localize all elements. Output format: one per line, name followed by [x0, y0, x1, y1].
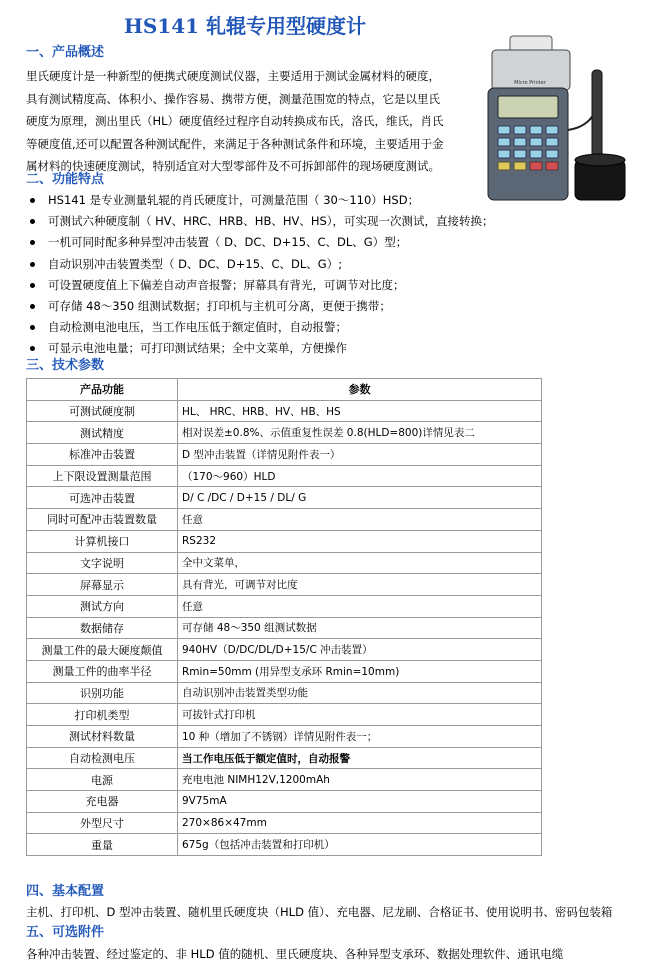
spec-function-cell: 可测试硬度制	[27, 400, 178, 422]
spec-function-cell: 测量工件的曲率半径	[27, 660, 178, 682]
spec-value-cell: 9V75mA	[178, 791, 542, 813]
spec-value-cell: 270×86×47mm	[178, 812, 542, 834]
overview-line: 等硬度值,还可以配置各种测试配件，来满足于各种测试条件和环境，主要适用于金	[26, 136, 444, 151]
list-item	[26, 211, 626, 232]
spec-value-cell: 充电电池 NIMH12V,1200mAh	[178, 769, 542, 791]
spec-function-cell: 电源	[27, 769, 178, 791]
table-row	[27, 487, 542, 509]
spec-function-cell: 自动检测电压	[27, 747, 178, 769]
section-heading-overview: 一、产品概述	[26, 45, 105, 60]
table-row	[27, 574, 542, 596]
spec-value-cell: 全中文菜单，	[178, 552, 542, 574]
spec-function-cell: 测试材料数量	[27, 726, 178, 748]
spec-value-cell: 具有背光，可调节对比度	[178, 574, 542, 596]
bullet-icon	[30, 325, 35, 330]
table-header-row	[27, 379, 542, 401]
list-item	[26, 190, 626, 211]
section-heading-features: 二、功能特点	[26, 172, 105, 187]
spec-function-cell: 外型尺寸	[27, 812, 178, 834]
spec-function-cell: 同时可配冲击装置数量	[27, 509, 178, 531]
optional-text: 各种冲击装置、经过鉴定的、非 HLD 值的随机、里氏硬度块、各种异型支承环、数据处理软件、通讯电缆	[26, 947, 564, 961]
spec-value-cell: 可拔针式打印机	[178, 704, 542, 726]
feature-text: 可存储 48～350 组测试数据；打印机与主机可分离，更便于携带；	[48, 299, 391, 314]
spec-value-cell: 任意	[178, 509, 542, 531]
table-row	[27, 595, 542, 617]
bullet-icon	[30, 219, 35, 224]
spec-value-cell: HL、 HRC、HRB、HV、HB、HS	[178, 400, 542, 422]
feature-text: 可设置硬度值上下偏差自动声音报警；屏幕具有背光，可调节对比度；	[48, 277, 405, 292]
page-title: HS141 轧辊专用型硬度计	[123, 14, 367, 38]
table-row	[27, 682, 542, 704]
bullet-icon	[30, 283, 35, 288]
feature-text: 自动识别冲击装置类型（ D、DC、D+15、C、DL、G）;	[48, 256, 343, 271]
table-row	[27, 530, 542, 552]
feature-text: 自动检测电池电压，当工作电压低于额定值时，自动报警；	[48, 320, 347, 335]
overview-paragraph	[26, 65, 466, 178]
column-header-function: 产品功能	[27, 379, 178, 401]
spec-function-cell: 标准冲击装置	[27, 444, 178, 466]
list-item	[26, 254, 626, 275]
spec-function-cell: 测试方向	[27, 595, 178, 617]
bullet-icon	[30, 198, 35, 203]
hardness-tester-image	[480, 30, 640, 210]
table-row	[27, 465, 542, 487]
spec-value-cell: 10 种（增加了不锈钢）详情见附件表一；	[178, 726, 542, 748]
feature-text: 一机可同时配多种异型冲击装置（ D、DC、D+15、C、DL、G）型；	[48, 235, 408, 250]
bullet-icon	[30, 346, 35, 351]
overview-line: 硬度为原理，测出里氏（HL）硬度值经过程序自动转换成布氏，洛氏，维氏，肖氏	[26, 114, 444, 128]
table-row	[27, 509, 542, 531]
bullet-icon	[30, 262, 35, 267]
spec-value-cell: 自动识别冲击装置类型功能	[178, 682, 542, 704]
printer-label: Micro Printer	[514, 80, 546, 86]
spec-value-cell: 当工作电压低于额定值时，自动报警	[178, 747, 542, 769]
config-text: 主机、打印机、D 型冲击装置、随机里氏硬度块（HLD 值）、充电器、尼龙刷、合格证书、使用说明书、密码包装箱	[26, 905, 613, 919]
table-row	[27, 422, 542, 444]
spec-function-cell: 识别功能	[27, 682, 178, 704]
table-row	[27, 444, 542, 466]
spec-value-cell: 可存储 48～350 组测试数据	[178, 617, 542, 639]
table-row	[27, 769, 542, 791]
feature-text: HS141 是专业测量轧辊的肖氏硬度计，可测量范围（ 30～110）HSD；	[48, 193, 420, 207]
spec-value-cell: 675g（包括冲击装置和打印机）	[178, 834, 542, 856]
spec-function-cell: 上下限设置测量范围	[27, 465, 178, 487]
list-item	[26, 338, 626, 359]
bullet-icon	[30, 304, 35, 309]
spec-function-cell: 充电器	[27, 791, 178, 813]
section-heading-optional: 五、可选附件	[26, 925, 105, 940]
list-item	[26, 275, 626, 296]
features-list	[26, 190, 626, 360]
spec-function-cell: 计算机接口	[27, 530, 178, 552]
spec-function-cell: 测量工件的最大硬度颠值	[27, 639, 178, 661]
section-heading-specs: 三、技术参数	[26, 358, 105, 373]
spec-value-cell: 相对误差±0.8%、示值重复性误差 0.8(HLD=800)详情见表二	[178, 422, 542, 444]
table-row	[27, 617, 542, 639]
table-row	[27, 812, 542, 834]
table-row	[27, 552, 542, 574]
spec-value-cell: Rmin=50mm (用异型支承环 Rmin=10mm)	[178, 660, 542, 682]
table-row	[27, 400, 542, 422]
overview-line: 具有测试精度高、体积小、操作容易、携带方便，测量范围宽的特点，它是以里氏	[26, 91, 440, 106]
overview-line: 属材料的快速硬度测试，特别适宜对大型零部件及不可拆卸部件的现场硬度测试。	[26, 159, 440, 173]
feature-text: 可测试六种硬度制（ HV、HRC、HRB、HB、HV、HS），可实现一次测试，直接转换；	[48, 214, 494, 229]
list-item	[26, 317, 626, 338]
feature-text: 可显示电池电量；可打印测试结果；全中文菜单，方便操作	[48, 341, 347, 356]
table-row	[27, 791, 542, 813]
table-row	[27, 834, 542, 856]
spec-function-cell: 重量	[27, 834, 178, 856]
table-row	[27, 704, 542, 726]
table-row	[27, 726, 542, 748]
spec-value-cell: RS232	[178, 530, 542, 552]
spec-value-cell: （170～960）HLD	[178, 465, 542, 487]
spec-function-cell: 测试精度	[27, 422, 178, 444]
table-row	[27, 660, 542, 682]
spec-function-cell: 数据储存	[27, 617, 178, 639]
list-item	[26, 232, 626, 253]
spec-value-cell: D 型冲击装置（详情见附件表一）	[178, 444, 542, 466]
spec-function-cell: 可选冲击装置	[27, 487, 178, 509]
bullet-icon	[30, 240, 35, 245]
section-heading-config: 四、基本配置	[26, 884, 105, 899]
spec-value-cell: 任意	[178, 595, 542, 617]
specs-table	[26, 378, 542, 856]
spec-function-cell: 打印机类型	[27, 704, 178, 726]
table-row	[27, 747, 542, 769]
table-row	[27, 639, 542, 661]
spec-function-cell: 屏幕显示	[27, 574, 178, 596]
spec-value-cell: D/ C /DC / D+15 / DL/ G	[178, 487, 542, 509]
specs-table-body	[27, 400, 542, 855]
spec-function-cell: 文字说明	[27, 552, 178, 574]
overview-line: 里氏硬度计是一种新型的便携式硬度测试仪器，主要适用于测试金属材料的硬度，	[26, 69, 440, 83]
spec-value-cell: 940HV（D/DC/DL/D+15/C 冲击装置）	[178, 639, 542, 661]
column-header-parameter: 参数	[178, 379, 542, 401]
list-item	[26, 296, 626, 317]
